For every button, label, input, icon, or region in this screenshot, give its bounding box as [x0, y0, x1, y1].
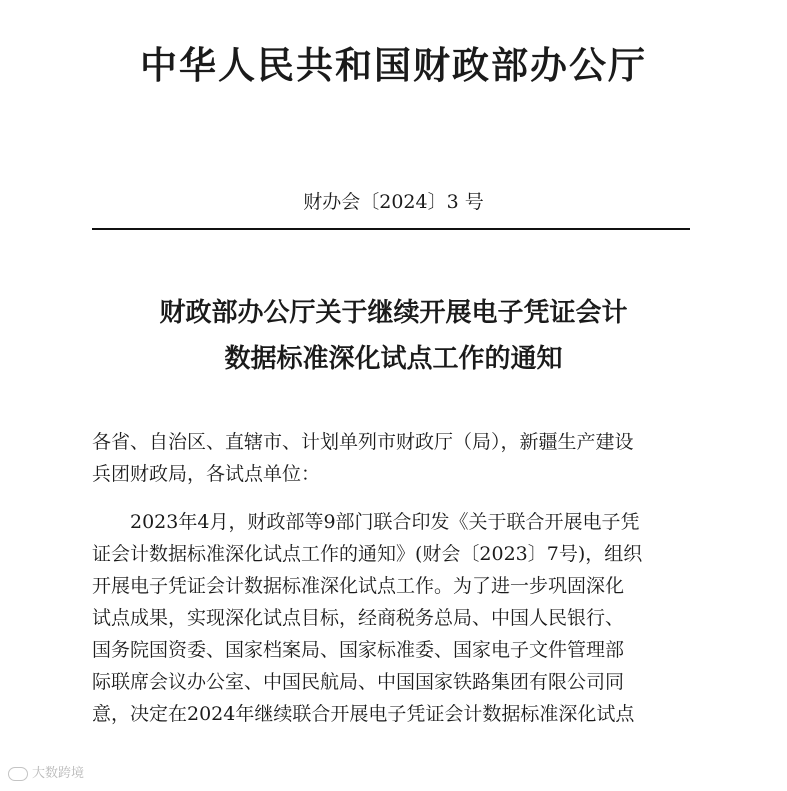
paragraph-line: 际联席会议办公室、中国民航局、中国国家铁路集团有限公司同	[92, 671, 625, 693]
title-line: 数据标准深化试点工作的通知	[224, 344, 563, 374]
document-number: 财办会〔2024〕3 号	[303, 191, 484, 213]
header-divider	[92, 228, 690, 230]
salutation-line: 兵团财政局，各试点单位：	[92, 463, 321, 485]
watermark-text: 大数跨境	[32, 766, 85, 781]
salutation-line: 各省、自治区、直辖市、计划单列市财政厅（局），新疆生产建设	[92, 431, 634, 453]
paragraph-line: 意，决定在2024年继续联合开展电子凭证会计数据标准深化试点	[92, 703, 635, 725]
document-title	[0, 290, 787, 382]
watermark-logo-icon	[8, 767, 28, 781]
paragraph-line: 开展电子凭证会计数据标准深化试点工作。为了进一步巩固深化	[92, 575, 625, 597]
paragraph-line: 2023年4月，财政部等9部门联合印发《关于联合开展电子凭	[130, 511, 640, 533]
issuer-header: 中华人民共和国财政部办公厅	[140, 43, 647, 87]
paragraph-line: 试点成果，实现深化试点目标，经商税务总局、中国人民银行、	[92, 607, 625, 629]
body-paragraph	[92, 506, 704, 730]
watermark	[8, 762, 84, 781]
salutation	[92, 426, 704, 490]
title-line: 财政部办公厅关于继续开展电子凭证会计	[159, 298, 628, 328]
paragraph-line: 国务院国资委、国家档案局、国家标准委、国家电子文件管理部	[92, 639, 625, 661]
paragraph-line: 证会计数据标准深化试点工作的通知》(财会〔2023〕7号)，组织	[92, 543, 643, 565]
